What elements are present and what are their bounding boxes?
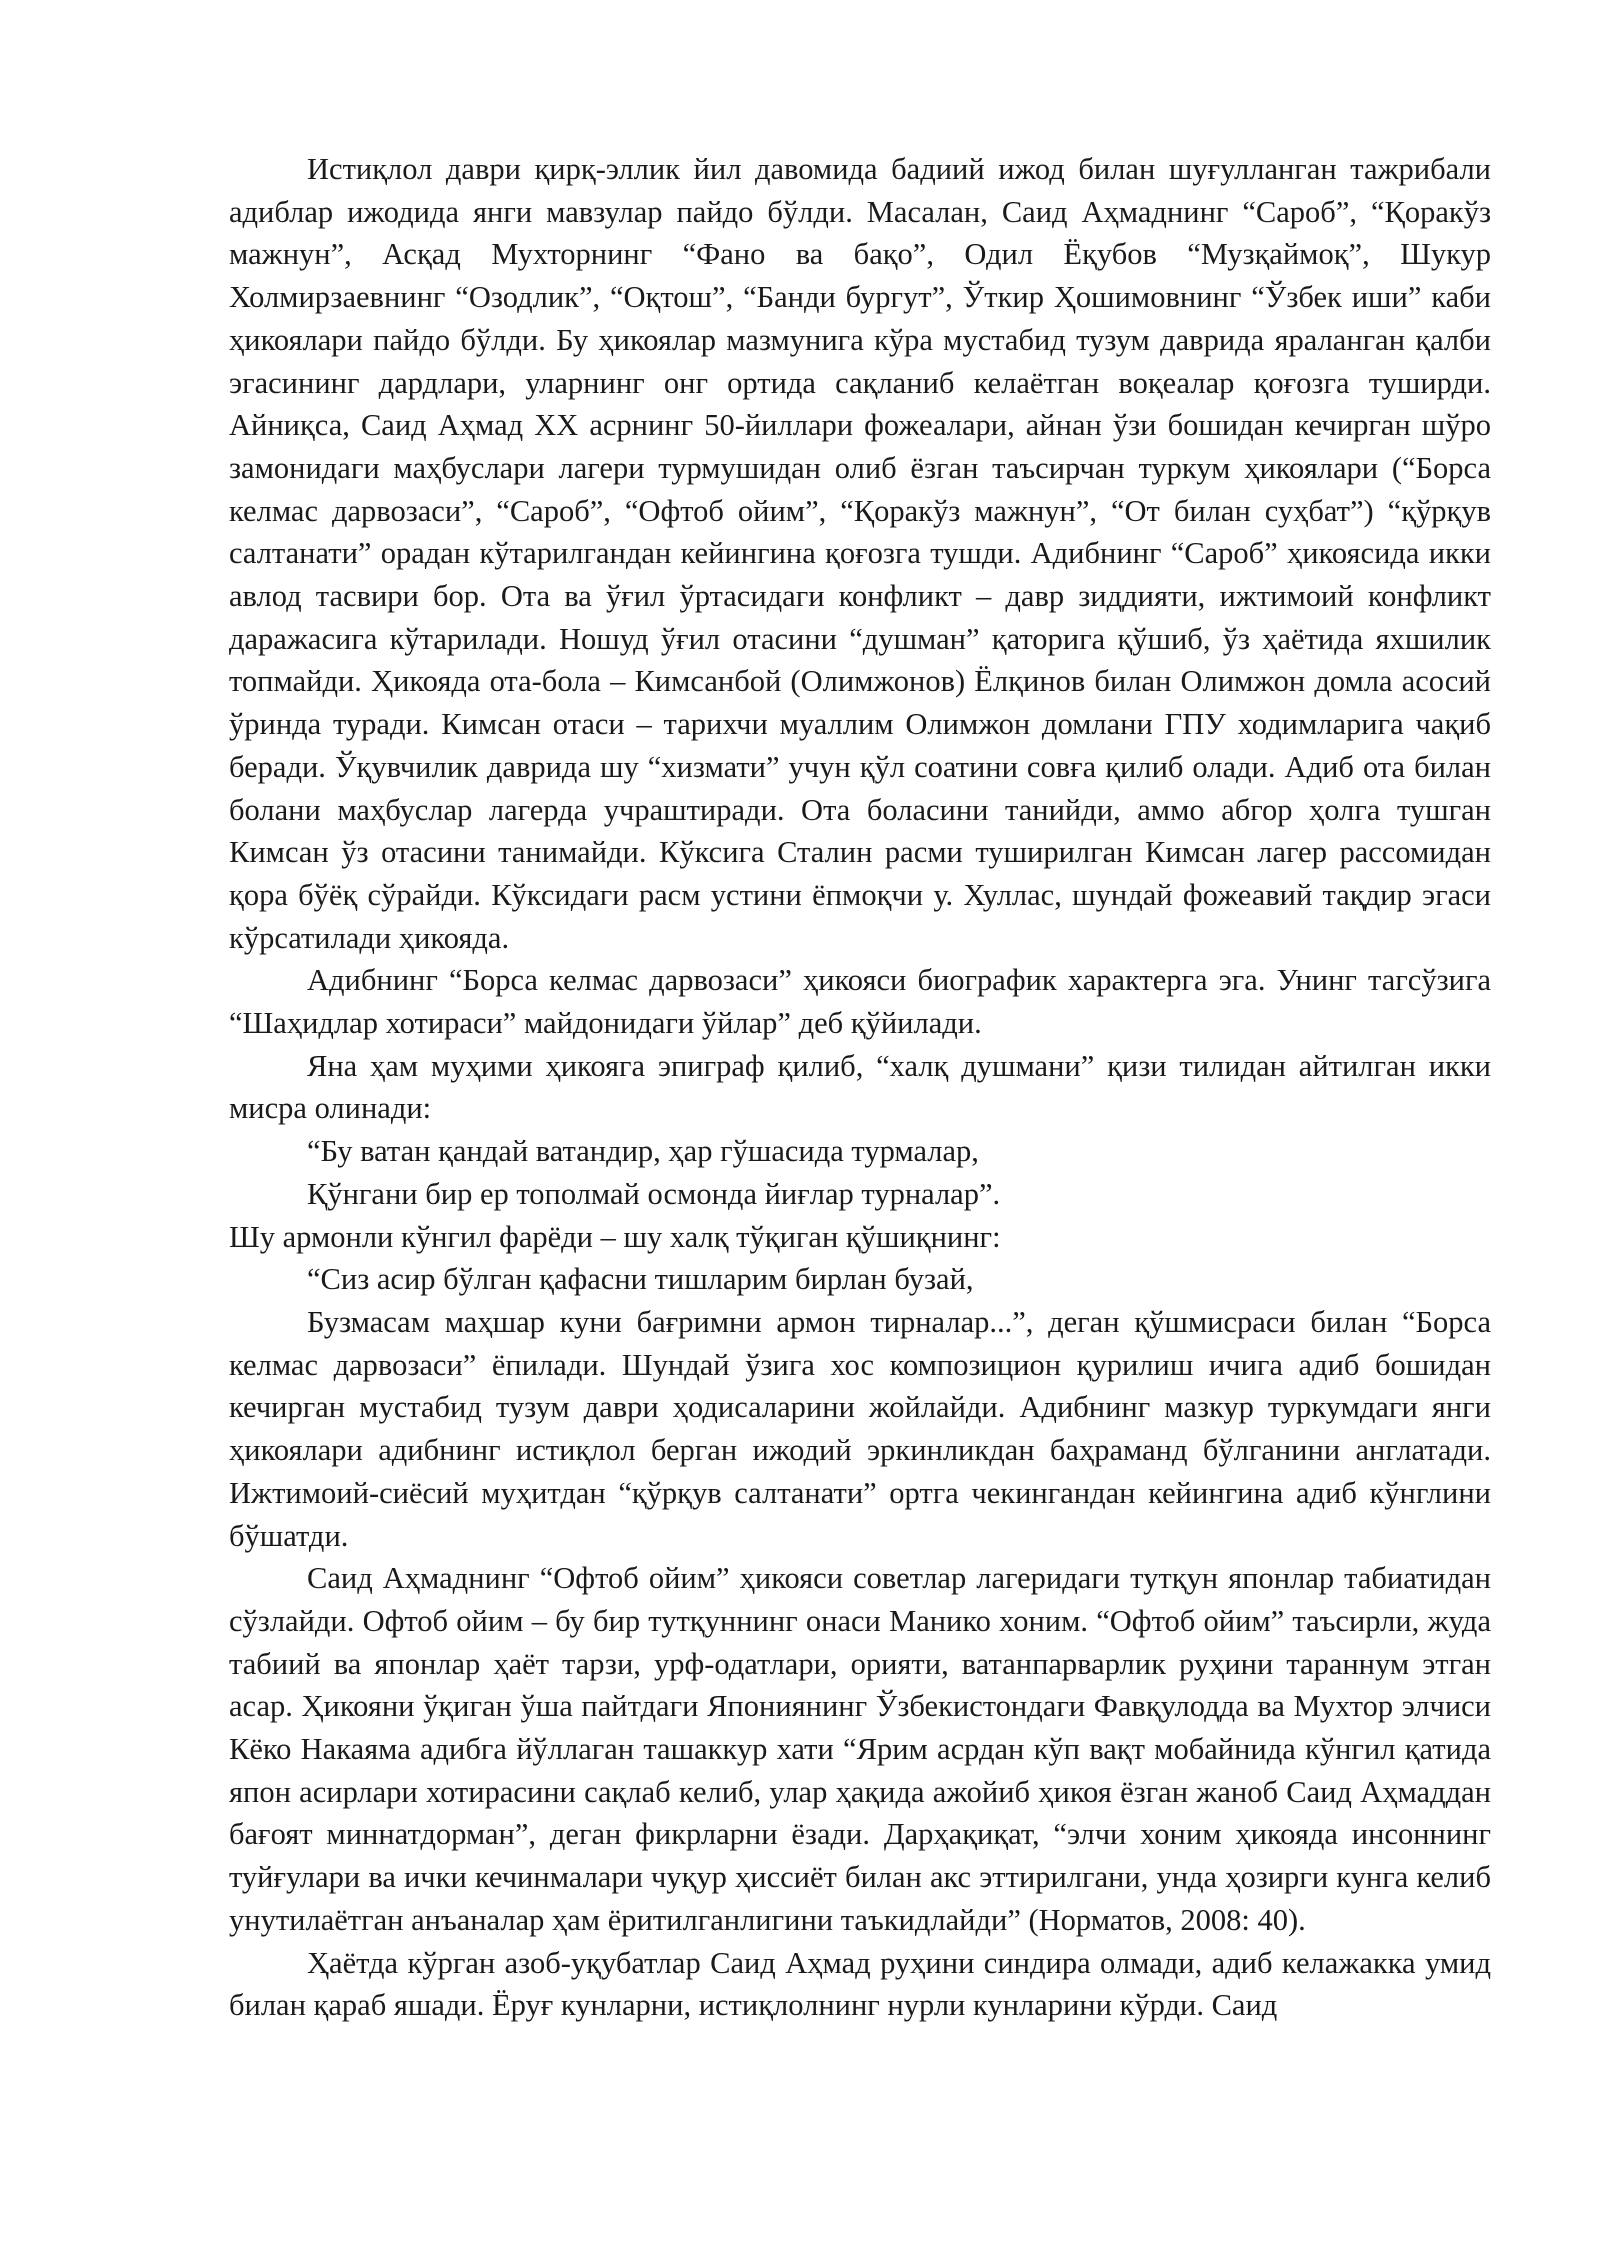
document-page	[229, 148, 1491, 2027]
paragraph-4: Бузмасам маҳшар куни бағримни армон тирналар...”, деган қўшмисраси билан “Борса келмас дарвозаси” ёпилади. Шундай ўзига хос композицион қурилиш ичига адиб бошидан кечирган мустабид тузум даври ҳодисаларини жойлайди. Адибнинг мазкур туркумдаги янги ҳикоялари адибнинг истиқлол берган ижодий эркинликдан баҳраманд бўлганини англатади. Ижтимоий-сиёсий муҳитдан “қўрқув салтанати” ортга чекингандан кейингина адиб кўнглини бўшатди.	[229, 1304, 1491, 1553]
bridge-line: Шу армонли кўнгил фарёди – шу халқ тўқиган қўшиқнинг:	[229, 1219, 1001, 1254]
verse-line-2: Қўнгани бир ер тополмай осмонда йиғлар турналар”.	[307, 1176, 1001, 1211]
paragraph-5: Саид Аҳмаднинг “Офтоб ойим” ҳикояси советлар лагеридаги тутқун японлар табиатидан сўзлайди. Офтоб ойим – бу бир тутқуннинг онаси Манико хоним. “Офтоб ойим” таъсирли, жуда табиий ва японлар ҳаёт тарзи, урф-одатлари, орияти, ватанпарварлик руҳини тараннум этган асар. Ҳикояни ўқиган ўша пайтдаги Япониянинг Ўзбекистондаги Фавқулодда ва Мухтор элчиси Кёко Накаяма адибга йўллаган ташаккур хати “Ярим асрдан кўп вақт мобайнида кўнгил қатида япон асирлари хотирасини сақлаб келиб, улар ҳақида ажойиб ҳикоя ёзган жаноб Саид Аҳмаддан бағоят миннатдорман”, деган фикрларни ёзади. Дарҳақиқат, “элчи хоним ҳикояда инсоннинг туйғулари ва ички кечинмалари чуқур ҳиссиёт билан акс эттирилгани, унда ҳозирги кунга келиб унутилаётган анъаналар ҳам ёритилганлигини таъкидлайди” (Норматов, 2008: 40).	[229, 1561, 1491, 1937]
verse-line-3: “Сиз асир бўлган қафасни тишларим бирлан бузай,	[307, 1262, 974, 1297]
paragraph-1: Истиқлол даври қирқ-эллик йил давомида бадиий ижод билан шуғулланган тажрибали адиблар ижодида янги мавзулар пайдо бўлди. Масалан, Саид Аҳмаднинг “Сароб”, “Қоракўз мажнун”, Асқад Мухторнинг “Фано ва бақо”, Одил Ёқубов “Музқаймоқ”, Шукур Холмирзаевнинг “Озодлик”, “Оқтош”, “Банди бургут”, Ўткир Ҳошимовнинг “Ўзбек иши” каби ҳикоялари пайдо бўлди. Бу ҳикоялар мазмунига кўра мустабид тузум даврида яраланган қалби эгасининг дардлари, уларнинг онг ортида сақланиб келаётган воқеалар қоғозга туширди. Айниқса, Саид Аҳмад XX асрнинг 50-йиллари фожеалари, айнан ўзи бошидан кечирган шўро замонидаги маҳбуслари лагери турмушидан олиб ёзган таъсирчан туркум ҳикоялари (“Борса келмас дарвозаси”, “Сароб”, “Офтоб ойим”, “Қоракўз мажнун”, “От билан суҳбат”) “қўрқув салтанати” орадан кўтарилгандан кейингина қоғозга тушди. Адибнинг “Сароб” ҳикоясида икки авлод тасвири бор. Ота ва ўғил ўртасидаги конфликт – давр зиддияти, ижтимоий конфликт даражасига кўтарилади. Ношуд ўғил отасини “душман” қаторига қўшиб, ўз ҳаётида яхшилик топмайди. Ҳикояда ота-бола – Кимсанбой (Олимжонов) Ёлқинов билан Олимжон домла асосий ўринда туради. Кимсан отаси – тарихчи муаллим Олимжон домлани ГПУ ходимларига чақиб беради. Ўқувчилик даврида шу “хизмати” учун қўл соатини совға қилиб олади. Адиб ота билан болани маҳбуслар лагерда учраштиради. Ота боласини танийди, аммо абгор ҳолга тушган Кимсан ўз отасини танимайди. Кўксига Сталин расми туширилган Кимсан лагер рассомидан қора бўёқ сўрайди. Кўксидаги расм устини ёпмоқчи у. Хуллас, шундай фожеавий тақдир эгаси кўрсатилади ҳикояда.	[229, 152, 1491, 955]
paragraph-2: Адибнинг “Борса келмас дарвозаси” ҳикояси биографик характерга эга. Унинг тагсўзига “Шаҳидлар хотираси” майдонидаги ўйлар” деб қўйилади.	[229, 963, 1491, 1041]
verse-line-1: “Бу ватан қандай ватандир, ҳар гўшасида турмалар,	[307, 1134, 979, 1169]
paragraph-3: Яна ҳам муҳими ҳикояга эпиграф қилиб, “халқ душмани” қизи тилидан айтилган икки мисра олинади:	[229, 1048, 1491, 1126]
paragraph-6: Ҳаётда кўрган азоб-уқубатлар Саид Аҳмад руҳини синдира олмади, адиб келажакка умид билан қараб яшади. Ёруғ кунларни, истиқлолнинг нурли кунларини кўрди. Саид	[229, 1945, 1491, 2023]
